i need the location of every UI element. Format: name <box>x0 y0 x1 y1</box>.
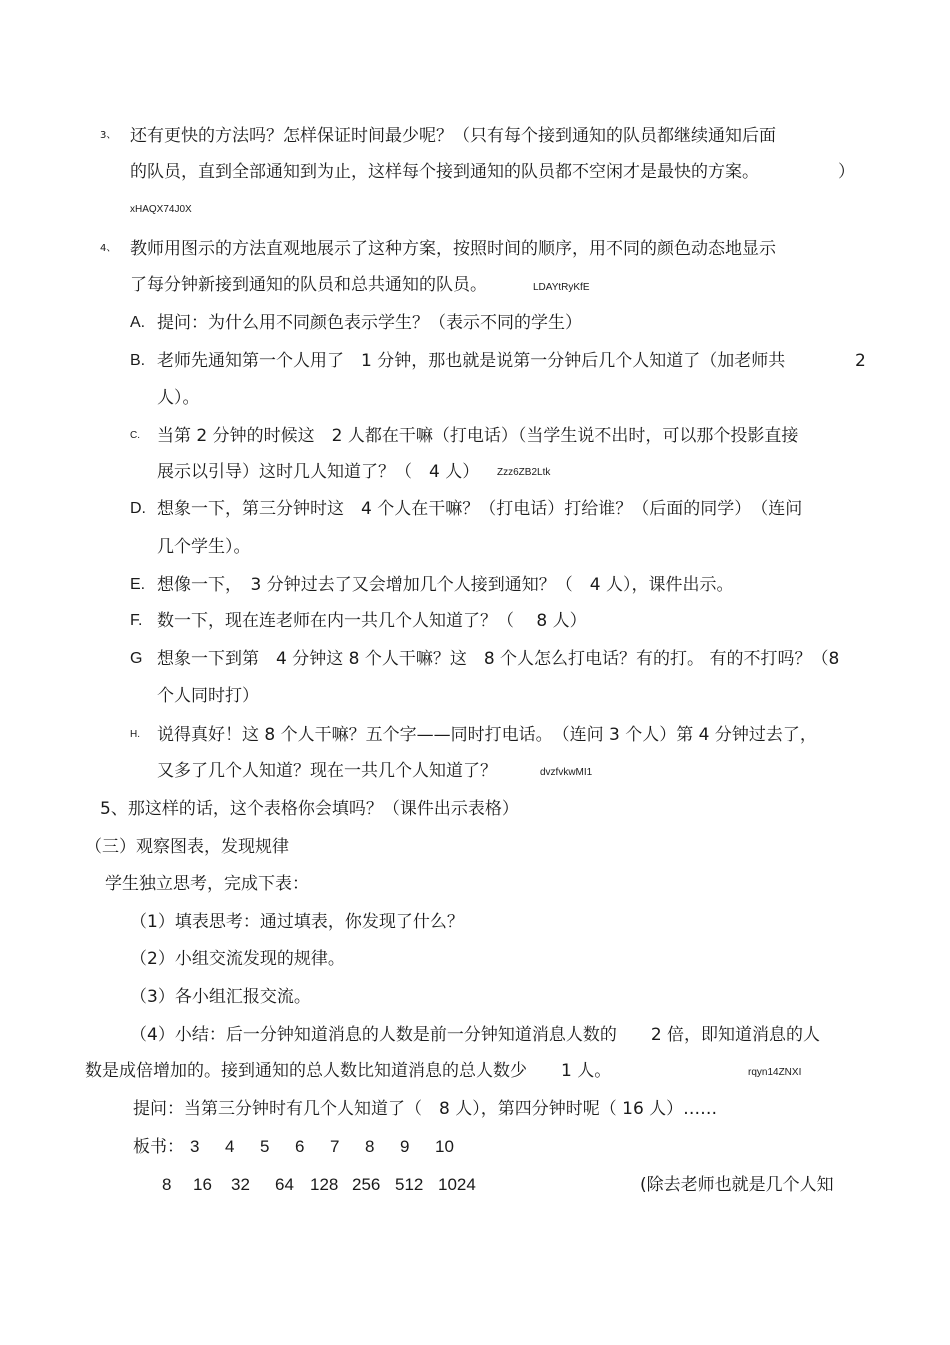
item-3-line-1: 还有更快的方法吗？怎样保证时间最少呢？（只有每个接到通知的队员都继续通知后面 <box>130 126 776 146</box>
step-4-line-2: 数是成倍增加的。接到通知的总人数比知道消息的总人数少 1 人。 <box>85 1061 612 1081</box>
board-value: 8 <box>162 1175 172 1194</box>
item-g-line-1: 想象一下到第 4 分钟这 8 个人干嘛？这 8 个人怎么打电话？有的打。 有的不打吗？（8 <box>157 649 840 669</box>
watermark-code: xHAQX74J0X <box>130 204 192 215</box>
board-value: 10 <box>435 1137 454 1156</box>
item-3-line-2: 的队员，直到全部通知到为止，这样每个接到通知的队员都不空闲才是最快的方案。 <box>130 162 759 182</box>
board-row-minutes <box>190 1136 470 1158</box>
item-b-line-1: 老师先通知第一个人用了 1 分钟，那也就是说第一分钟后几个人知道了（加老师共 <box>157 351 786 371</box>
board-row-people <box>162 1174 488 1196</box>
item-5-line: 5、那这样的话，这个表格你会填吗？（课件出示表格） <box>100 799 519 819</box>
board-value: 7 <box>330 1137 340 1156</box>
board-value: 8 <box>365 1137 375 1156</box>
step-1: （1）填表思考：通过填表，你发现了什么？ <box>130 912 464 932</box>
item-3-line-2-end: ） <box>838 162 855 182</box>
step-3: （3）各小组汇报交流。 <box>130 987 311 1007</box>
list-letter-a: A. <box>130 314 146 331</box>
section-intro: 学生独立思考，完成下表： <box>105 874 309 894</box>
board-value: 256 <box>352 1175 381 1194</box>
watermark-code: LDAYtRyKfE <box>533 282 590 293</box>
board-value: 3 <box>190 1137 200 1156</box>
step-2: （2）小组交流发现的规律。 <box>130 949 345 969</box>
board-value: 128 <box>310 1175 339 1194</box>
watermark-code: dvzfvkwMI1 <box>540 767 593 778</box>
item-d-line-2: 几个学生）。 <box>157 537 251 557</box>
board-value: 6 <box>295 1137 305 1156</box>
section-heading: （三）观察图表，发现规律 <box>85 837 289 857</box>
board-value: 9 <box>400 1137 410 1156</box>
item-number-3: 3、 <box>100 130 117 141</box>
watermark-code: Zzz6ZB2Ltk <box>497 467 551 478</box>
board-note: (除去老师也就是几个人知 <box>640 1175 834 1195</box>
list-letter-b: B. <box>130 352 146 369</box>
item-b-line-2: 人）。 <box>157 388 200 408</box>
list-letter-d: D. <box>130 500 146 517</box>
item-4-line-2: 了每分钟新接到通知的队员和总共通知的队员。 <box>130 275 487 295</box>
item-number-4: 4、 <box>100 243 117 254</box>
board-value: 4 <box>225 1137 235 1156</box>
item-e-line-1: 想像一下， 3 分钟过去了又会增加几个人接到通知？（ 4 人），课件出示。 <box>157 575 734 595</box>
list-letter-f: F. <box>130 612 143 629</box>
question-line: 提问：当第三分钟时有几个人知道了（ 8 人），第四分钟时呢（ 16 人）…… <box>133 1099 718 1119</box>
watermark-code: rqyn14ZNXI <box>748 1067 802 1078</box>
item-g-line-2: 个人同时打） <box>157 686 259 706</box>
board-value: 16 <box>193 1175 212 1194</box>
board-value: 32 <box>231 1175 250 1194</box>
step-4-line-1: （4）小结：后一分钟知道消息的人数是前一分钟知道消息人数的 2 倍，即知道消息的人 <box>130 1025 821 1045</box>
item-h-line-2: 又多了几个人知道？现在一共几个人知道了？ <box>157 761 497 781</box>
board-value: 1024 <box>438 1175 476 1194</box>
board-value: 64 <box>275 1175 294 1194</box>
item-b-line-1-end: 2 <box>855 351 866 371</box>
list-letter-e: E. <box>130 576 146 593</box>
item-d-line-1: 想象一下，第三分钟时这 4 个人在干嘛？（打电话）打给谁？（后面的同学） （连问 <box>157 499 803 519</box>
board-value: 5 <box>260 1137 270 1156</box>
list-letter-g: G <box>130 650 143 667</box>
item-c-line-2: 展示以引导）这时几人知道了？（ 4 人） <box>157 462 480 482</box>
item-a-line-1: 提问：为什么用不同颜色表示学生？（表示不同的学生） <box>157 313 582 333</box>
list-letter-c: C. <box>130 430 140 441</box>
item-f-line-1: 数一下，现在连老师在内一共几个人知道了？（ 8 人） <box>157 611 587 631</box>
item-c-line-1: 当第 2 分钟的时候这 2 人都在干嘛（打电话）（当学生说不出时，可以那个投影直接 <box>157 426 799 446</box>
board-label: 板书： <box>133 1137 184 1157</box>
item-h-line-1: 说得真好！这 8 个人干嘛？五个字——同时打电话。 （连问 3 个人）第 4 分钟过去了， <box>157 725 817 745</box>
list-letter-h: H. <box>130 729 140 740</box>
board-value: 512 <box>395 1175 424 1194</box>
item-4-line-1: 教师用图示的方法直观地展示了这种方案，按照时间的顺序，用不同的颜色动态地显示 <box>130 239 776 259</box>
